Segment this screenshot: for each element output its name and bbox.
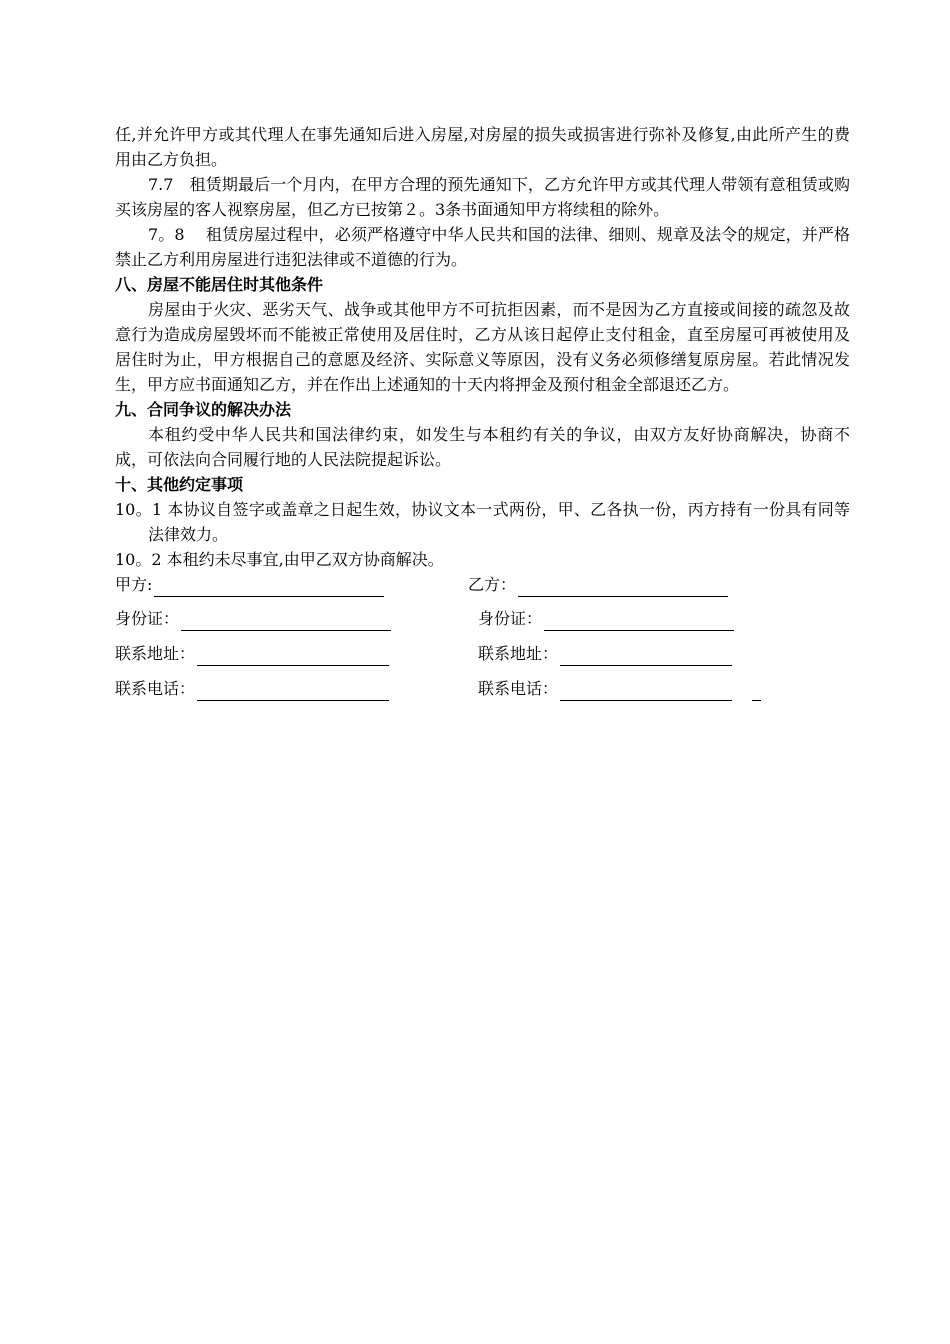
party-a-label: 甲方: bbox=[115, 575, 153, 594]
party-a-field bbox=[115, 572, 384, 597]
address-b-blank[interactable] bbox=[560, 647, 732, 666]
party-b-blank[interactable] bbox=[518, 578, 728, 597]
signature-row-phone bbox=[115, 676, 850, 711]
paragraph-continuation: 任,并允许甲方或其代理人在事先通知后进入房屋,对房屋的损失或损害进行弥补及修复,由此所产生的费用由乙方负担。 bbox=[115, 125, 850, 169]
party-a-blank[interactable] bbox=[154, 578, 384, 597]
phone-b-field bbox=[478, 676, 761, 701]
signature-row-party bbox=[115, 572, 850, 606]
section-9-heading: 九、合同争议的解决办法 bbox=[115, 400, 292, 419]
address-a-label: 联系地址： bbox=[115, 644, 196, 663]
party-b-field bbox=[468, 572, 728, 597]
address-a-field bbox=[115, 641, 389, 666]
phone-b-trailing-underscore bbox=[752, 682, 761, 701]
phone-b-label: 联系电话： bbox=[478, 679, 559, 698]
clause-7-7: 7.7 租赁期最后一个月内，在甲方合理的预先通知下，乙方允许甲方或其代理人带领有意租赁或购买该房屋的客人视察房屋，但乙方已按第２。3条书面通知甲方将续租的除外。 bbox=[115, 175, 850, 219]
phone-b-blank[interactable] bbox=[560, 682, 732, 701]
section-8-body: 房屋由于火灾、恶劣天气、战争或其他甲方不可抗拒因素，而不是因为乙方直接或间接的疏忽及故意行为造成房屋毁坏而不能被正常使用及居住时，乙方从该日起停止支付租金，直至房屋可再被使用及居住时为止，甲方根据自己的意愿及经济、实际意义等原因，没有义务必须修缮复原房屋。若此情况发生，甲方应书面通知乙方，并在作出上述通知的十天内将押金及预付租金全部退还乙方。 bbox=[115, 300, 850, 394]
phone-a-label: 联系电话： bbox=[115, 679, 196, 698]
section-8-heading: 八、房屋不能居住时其他条件 bbox=[115, 275, 324, 294]
clause-10-2: 10。2 本租约未尽事宜,由甲乙双方协商解决。 bbox=[115, 550, 444, 569]
phone-a-field bbox=[115, 676, 389, 701]
address-b-field bbox=[478, 641, 732, 666]
clause-10-1: 10。1 本协议自签字或盖章之日起生效，协议文本一式两份，甲、乙各执一份，丙方持有一份具有同等法律效力。 bbox=[115, 500, 850, 544]
id-a-label: 身份证： bbox=[115, 609, 180, 628]
id-b-blank[interactable] bbox=[544, 612, 734, 631]
id-a-field bbox=[115, 606, 391, 631]
signature-row-id bbox=[115, 606, 850, 641]
id-b-field bbox=[478, 606, 734, 631]
party-b-label: 乙方： bbox=[468, 575, 517, 594]
id-b-label: 身份证： bbox=[478, 609, 543, 628]
address-a-blank[interactable] bbox=[197, 647, 389, 666]
id-a-blank[interactable] bbox=[181, 612, 391, 631]
clause-7-8: 7。8 租赁房屋过程中，必须严格遵守中华人民共和国的法律、细则、规章及法令的规定，并严格禁止乙方利用房屋进行违犯法律或不道德的行为。 bbox=[115, 225, 850, 269]
section-9-body: 本租约受中华人民共和国法律约束，如发生与本租约有关的争议，由双方友好协商解决，协商不成，可依法向合同履行地的人民法院提起诉讼。 bbox=[115, 425, 850, 469]
address-b-label: 联系地址： bbox=[478, 644, 559, 663]
signature-row-address bbox=[115, 641, 850, 676]
phone-a-blank[interactable] bbox=[197, 682, 389, 701]
section-10-heading: 十、其他约定事项 bbox=[115, 475, 244, 494]
document-page bbox=[115, 122, 850, 711]
